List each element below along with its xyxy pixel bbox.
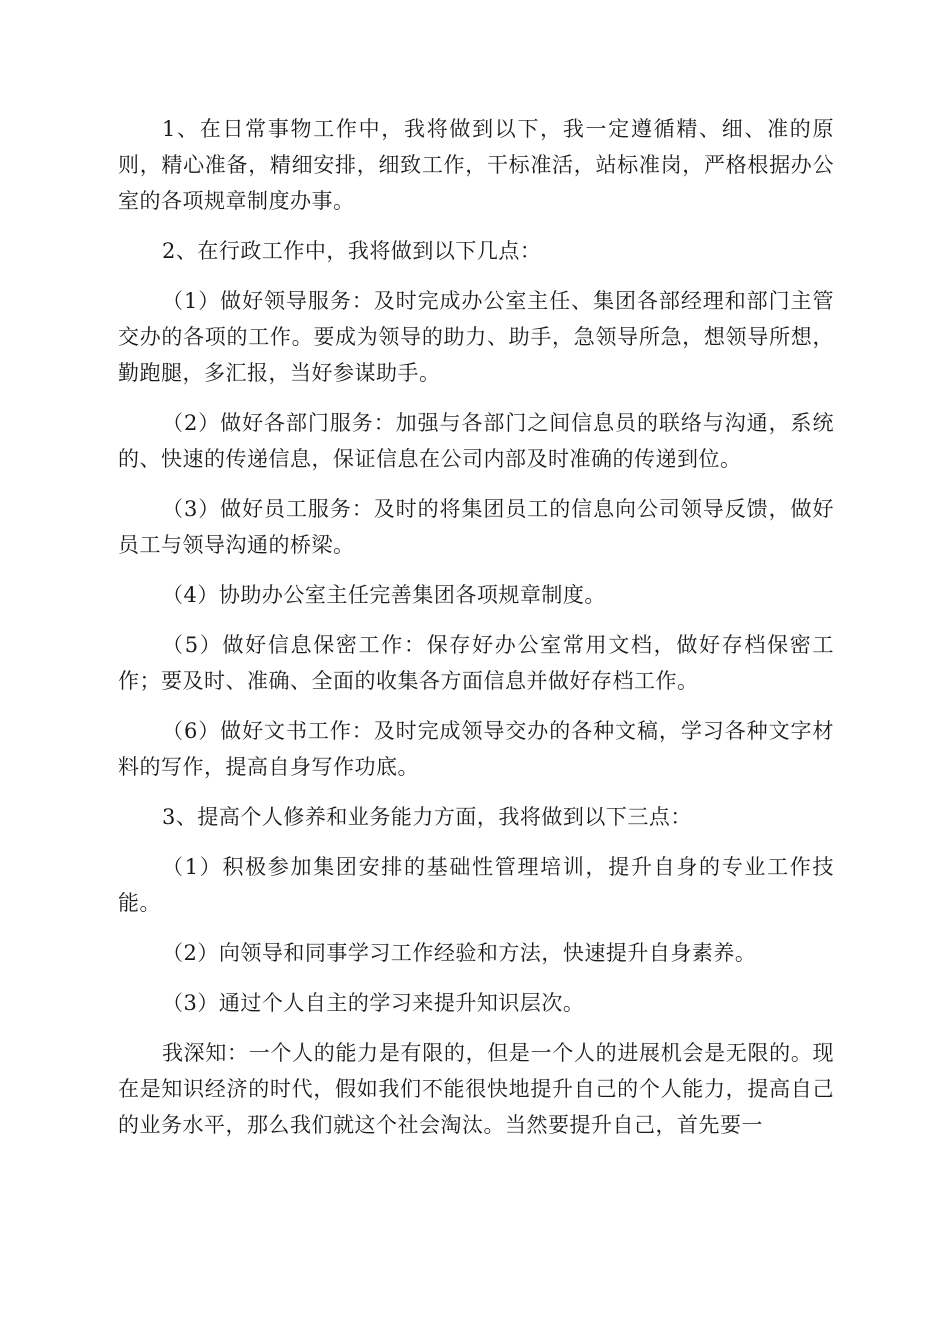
paragraph-training: （1）积极参加集团安排的基础性管理培训，提升自身的专业工作技能。 xyxy=(118,855,834,915)
paragraph-self-improvement-heading: 3、提高个人修养和业务能力方面，我将做到以下三点： xyxy=(162,805,692,829)
paragraph-daily-work: 1、在日常事物工作中，我将做到以下，我一定遵循精、细、准的原则，精心准备，精细安排，细致工作，干标准活，站标准岗，严格根据办公室的各项规章制度办事。 xyxy=(118,117,834,213)
document-body xyxy=(118,111,834,1157)
paragraph-rules-assist: （4）协助办公室主任完善集团各项规章制度。 xyxy=(162,583,606,607)
paragraph-staff-service: （3）做好员工服务：及时的将集团员工的信息向公司领导反馈，做好员工与领导沟通的桥梁。 xyxy=(118,497,834,557)
paragraph-leader-service: （1）做好领导服务：及时完成办公室主任、集团各部经理和部门主管交办的各项的工作。要成为领导的助力、助手，急领导所急，想领导所想，勤跑腿，多汇报，当好参谋助手。 xyxy=(118,289,834,385)
paragraph-self-study: （3）通过个人自主的学习来提升知识层次。 xyxy=(162,991,585,1015)
paragraph-clerical-work: （6）做好文书工作：及时完成领导交办的各种文稿，学习各种文字材料的写作，提高自身写作功底。 xyxy=(118,719,834,779)
paragraph-confidentiality: （5）做好信息保密工作：保存好办公室常用文档，做好存档保密工作；要及时、准确、全面的收集各方面信息并做好存档工作。 xyxy=(118,633,834,693)
paragraph-department-service: （2）做好各部门服务：加强与各部门之间信息员的联络与沟通，系统的、快速的传递信息，保证信息在公司内部及时准确的传递到位。 xyxy=(118,411,834,471)
paragraph-learn-from-colleagues: （2）向领导和同事学习工作经验和方法，快速提升自身素养。 xyxy=(162,941,757,965)
paragraph-conclusion: 我深知：一个人的能力是有限的，但是一个人的进展机会是无限的。现在是知识经济的时代，假如我们不能很快地提升自己的个人能力，提高自己的业务水平，那么我们就这个社会淘汰。当然要提升自己，首先要一 xyxy=(118,1041,834,1137)
paragraph-admin-work-heading: 2、在行政工作中，我将做到以下几点： xyxy=(162,239,542,263)
